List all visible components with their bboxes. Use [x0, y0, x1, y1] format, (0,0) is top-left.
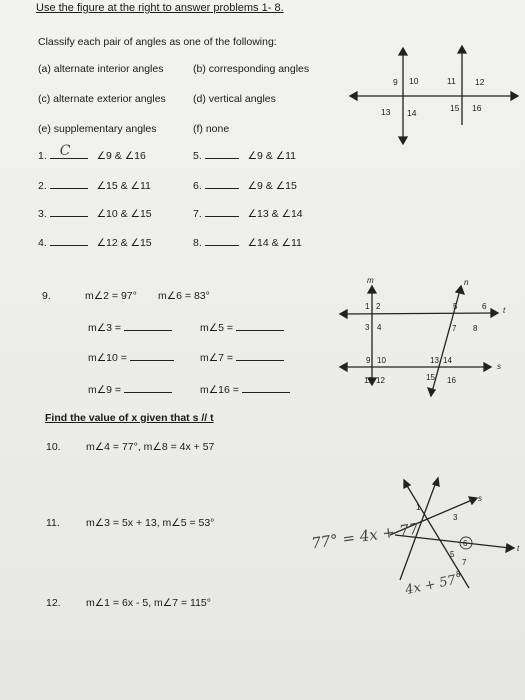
fig2-label: 11: [364, 376, 373, 385]
fig3-label: 5: [450, 550, 455, 559]
fig2-label: 9: [366, 356, 371, 365]
problem-number: 1.: [38, 150, 47, 162]
fig2-label: 3: [365, 323, 370, 332]
angle-pair: ∠9 & ∠11: [247, 150, 297, 162]
p9-item-label: m∠3 =: [88, 322, 122, 334]
fig3-label: 8: [456, 570, 461, 579]
fig3-label: 1: [416, 503, 421, 512]
p9-number: 9.: [42, 290, 51, 302]
p12-text: m∠1 = 6x - 5, m∠7 = 115°: [86, 597, 211, 609]
fig2-label: 7: [452, 324, 457, 333]
p11-text: m∠3 = 5x + 13, m∠5 = 53°: [86, 517, 215, 529]
fig2-label: 14: [443, 356, 452, 365]
fig3-label-t: t: [517, 544, 520, 553]
handwritten-answer: C: [59, 143, 71, 159]
section-title: Find the value of x given that s // t: [45, 412, 214, 424]
problem-number: 8.: [193, 237, 202, 249]
angle-pair: ∠9 & ∠16: [96, 150, 146, 162]
fig2-label: 6: [482, 302, 487, 311]
option-e: (e) supplementary angles: [38, 123, 157, 135]
angle-pair: ∠12 & ∠15: [96, 237, 152, 249]
fig2-label: 2: [376, 302, 381, 311]
p9-given-2: m∠6 = 83°: [158, 290, 210, 302]
handwritten-expression: 4x + 57: [404, 572, 458, 599]
fig1-label: 13: [381, 107, 391, 117]
p11-number: 11.: [46, 517, 60, 529]
instructions-title: Use the figure at the right to answer problems 1- 8.: [36, 2, 284, 14]
fig2-label-t: t: [503, 306, 506, 315]
fig2-label: 16: [447, 376, 456, 385]
fig2-label: 1: [365, 302, 370, 311]
fig1-label: 12: [475, 77, 485, 87]
fig1-label: 15: [450, 103, 460, 113]
fig3-label: 3: [453, 513, 458, 522]
handwritten-equation: 77° = 4x + 77: [310, 519, 420, 553]
p9-item-label: m∠5 =: [200, 322, 234, 334]
problem-number: 7.: [193, 208, 202, 220]
p10-text: m∠4 = 77°, m∠8 = 4x + 57: [86, 441, 215, 453]
p9-item-label: m∠10 =: [88, 352, 127, 364]
problem-number: 5.: [193, 150, 202, 162]
fig2-label: 5: [453, 302, 458, 311]
fig2-label: 15: [426, 373, 435, 382]
p9-given-1: m∠2 = 97°: [85, 290, 137, 302]
fig1-label: 11: [447, 76, 456, 86]
fig1-label: 16: [472, 103, 482, 113]
option-d: (d) vertical angles: [193, 93, 276, 105]
fig2-label: 12: [376, 376, 385, 385]
fig3-label-s: s: [478, 494, 482, 503]
option-a: (a) alternate interior angles: [38, 63, 164, 75]
problem-number: 4.: [38, 237, 47, 249]
fig2-label-n: n: [464, 278, 469, 287]
fig1-label: 14: [407, 108, 417, 118]
p9-item-label: m∠16 =: [200, 384, 239, 396]
p9-item-label: m∠7 =: [200, 352, 234, 364]
p12-number: 12.: [46, 597, 61, 609]
problem-number: 6.: [193, 180, 202, 192]
classify-instruction: Classify each pair of angles as one of the following:: [38, 36, 277, 48]
fig1-label: 9: [393, 77, 398, 87]
angle-pair: ∠15 & ∠11: [96, 180, 151, 192]
fig2-label-s: s: [497, 362, 501, 371]
angle-pair: ∠9 & ∠15: [247, 180, 297, 192]
fig3-label: 7: [462, 558, 467, 567]
angle-pair: ∠10 & ∠15: [96, 208, 152, 220]
fig2-label: 10: [377, 356, 386, 365]
fig1-label: 10: [409, 76, 419, 86]
fig3-label: 6: [463, 539, 468, 548]
option-f: (f) none: [193, 123, 230, 135]
angle-pair: ∠13 & ∠14: [247, 208, 303, 220]
problem-number: 2.: [38, 180, 47, 192]
angle-pair: ∠14 & ∠11: [247, 237, 302, 249]
fig2-label-m: m: [367, 276, 374, 285]
p10-number: 10.: [46, 441, 61, 453]
problem-number: 3.: [38, 208, 47, 220]
fig2-label: 4: [377, 323, 382, 332]
fig2-label: 8: [473, 324, 478, 333]
p9-item-label: m∠9 =: [88, 384, 122, 396]
option-b: (b) corresponding angles: [193, 63, 310, 75]
option-c: (c) alternate exterior angles: [38, 93, 166, 105]
fig2-label: 13: [430, 356, 439, 365]
